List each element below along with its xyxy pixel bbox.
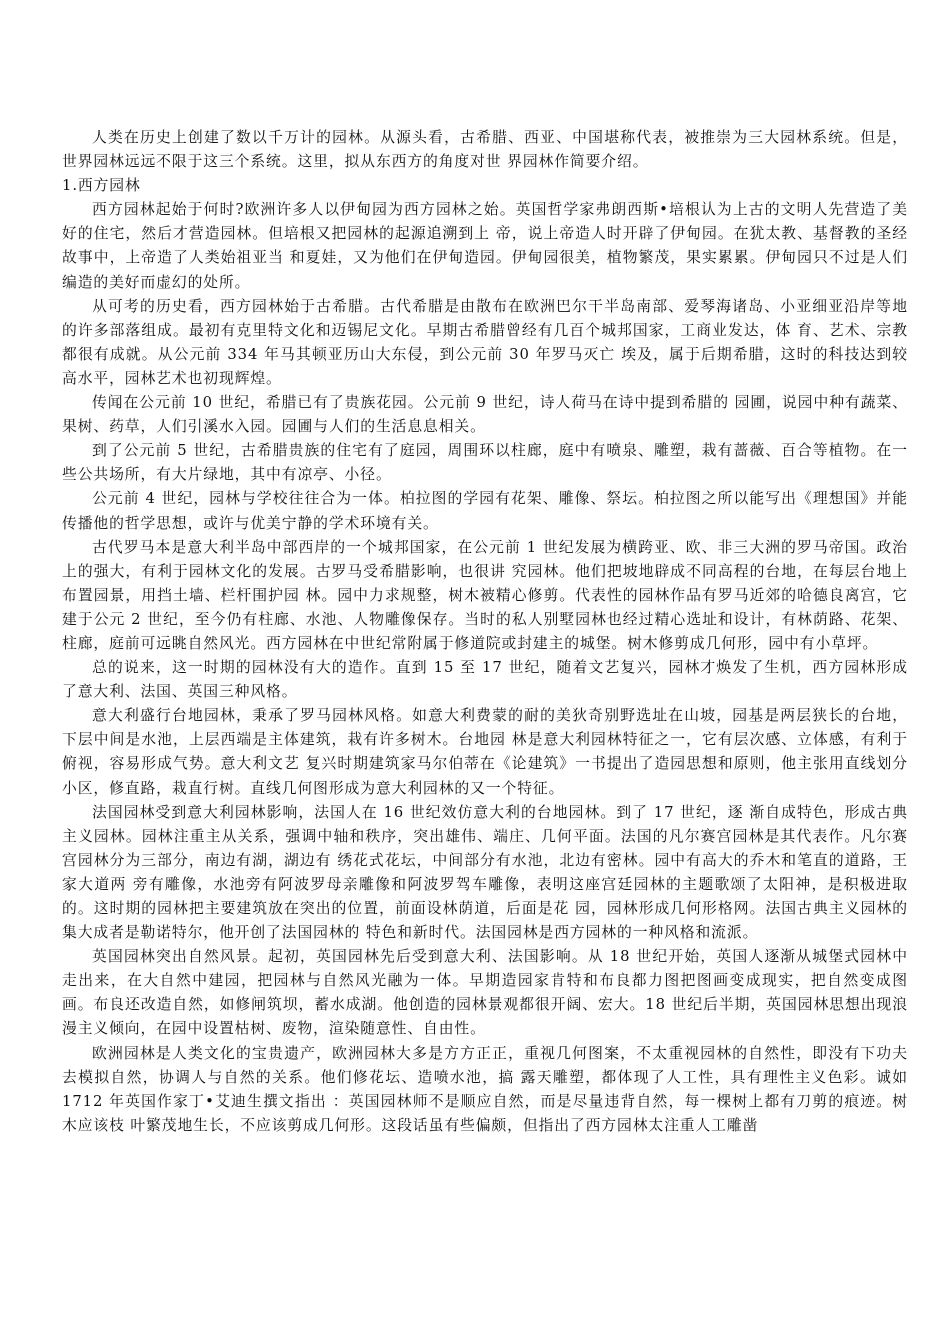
body-paragraph: 古代罗马本是意大利半岛中部西岸的一个城邦国家，在公元前 1 世纪发展为横跨亚、欧、非三大洲的罗马帝国。政治上的强大，有利于园林文化的发展。古罗马受希腊影响，也很讲 究园林。他们把坡地辟成不同高程的台地，在每层台地上布置园景，用挡土墙、栏杆围护园 林。园中力求规整，树木被精心修剪。代表性的园林作品有罗马近郊的哈德良离宫，它建于公元 2 世纪，至今仍有柱廊、水池、人物雕像保存。当时的私人别墅园林也经过精心选址和设计，有林荫路、花架、柱廊，庭前可远眺自然风光。西方园林在中世纪常附属于修道院或封建主的城堡。树木修剪成几何形，园中有小草坪。 — [62, 538, 908, 652]
body-paragraph: 传闻在公元前 10 世纪，希腊已有了贵族花园。公元前 9 世纪，诗人荷马在诗中提到希腊的 园圃，说园中种有蔬菜、果树、药草，人们引溪水入园。园圃与人们的生活息息相关。 — [62, 394, 908, 436]
body-paragraph: 从可考的历史看，西方园林始于古希腊。古代希腊是由散布在欧洲巴尔干半岛南部、爱琴海诸岛、小亚细亚沿岸等地的许多部落组成。最初有克里特文化和迈锡尼文化。早期古希腊曾经有几百个城邦国家，工商业发达，体 育、艺术、宗教都很有成就。从公元前 334 年马其顿亚历山大东侵，到公元前 30 年罗马灭亡 埃及，属于后期希腊，这时的科技达到较高水平，园林艺术也初现辉煌。 — [62, 297, 908, 387]
intro-paragraph: 人类在历史上创建了数以千万计的园林。从源头看，古希腊、西亚、中国堪称代表，被推崇为三大园林系统。但是，世界园林远远不限于这三个系统。这里，拟从东西方的角度对世 界园林作简要介绍。 — [62, 129, 908, 171]
body-paragraph: 到了公元前 5 世纪，古希腊贵族的住宅有了庭园，周围环以柱廊，庭中有喷泉、雕塑，栽有蔷薇、百合等植物。在一些公共场所，有大片绿地，其中有凉亭、小径。 — [62, 442, 908, 484]
body-paragraph: 公元前 4 世纪，园林与学校往往合为一体。柏拉图的学园有花架、雕像、祭坛。柏拉图之所以能写出《理想国》并能传播他的哲学思想，或许与优美宁静的学术环境有关。 — [62, 490, 908, 532]
body-paragraph: 总的说来，这一时期的园林没有大的造作。直到 15 至 17 世纪，随着文艺复兴，园林才焕发了生机，西方园林形成了意大利、法国、英国三种风格。 — [62, 659, 908, 701]
body-paragraph: 法国园林受到意大利园林影响，法国人在 16 世纪效仿意大利的台地园林。到了 17 世纪，逐 渐自成特色，形成古典主义园林。园林注重主从关系，强调中轴和秩序，突出雄伟、端庄、几何平面。法国的凡尔赛宫园林是其代表作。凡尔赛宫园林分为三部分，南边有湖，湖边有 绣花式花坛，中间部分有水池，北边有密林。园中有高大的乔木和笔直的道路，王家大道两 旁有雕像，水池旁有阿波罗母亲雕像和阿波罗驾车雕像，表明这座宫廷园林的主题歌颂了太阳神，是积极进取的。这时期的园林把主要建筑放在突出的位置，前面设林荫道，后面是花 园，园林形成几何形格网。法国古典主义园林的集大成者是勒诺特尔，他开创了法国园林的 特色和新时代。法国园林是西方园林的一种风格和流派。 — [62, 803, 908, 942]
section-heading: 1.西方园林 — [62, 177, 141, 195]
body-paragraph: 英国园林突出自然风景。起初，英国园林先后受到意大利、法国影响。从 18 世纪开始，英国人逐渐从城堡式园林中走出来，在大自然中建园，把园林与自然风光融为一体。早期造园家肯特和布良都力图把图画变成现实，把自然变成图画。布良还改造自然，如修闸筑坝，蓄水成湖。他创造的园林景观都很开阔、宏大。18 世纪后半期，英国园林思想出现浪漫主义倾向，在园中设置枯树、废物，渲染随意性、自由性。 — [62, 948, 908, 1038]
body-paragraph: 意大利盛行台地园林，秉承了罗马园林风格。如意大利费蒙的耐的美狄奇别野选址在山坡，园基是两层狭长的台地，下层中间是水池，上层西端是主体建筑，栽有许多树木。台地园 林是意大利园林特征之一，它有层次感、立体感，有利于俯视，容易形成气势。意大利文艺 复兴时期建筑家马尔伯蒂在《论建筑》一书提出了造园思想和原则，他主张用直线划分小区，修直路，栽直行树。直线几何图形成为意大利园林的又一个特征。 — [62, 707, 908, 797]
body-paragraph: 欧洲园林是人类文化的宝贵遗产，欧洲园林大多是方方正正，重视几何图案，不太重视园林的自然性，即没有下功夫去模拟自然，协调人与自然的关系。他们修花坛、造喷水池，搞 露天雕塑，都体现了人工性，具有理性主义色彩。诚如 1712 年英国作家丁•艾迪生撰文指出 ：英国园林师不是顺应自然，而是尽量违背自然，每一棵树上都有刀剪的痕迹。树木应该枝 叶繁茂地生长，不应该剪成几何形。这段话虽有些偏颇，但指出了西方园林太注重人工雕凿 — [62, 1044, 908, 1134]
body-paragraph: 西方园林起始于何时?欧洲许多人以伊甸园为西方园林之始。英国哲学家弗朗西斯•培根认为上古的文明人先营造了美好的住宅，然后才营造园林。但培根又把园林的起源追溯到上 帝，说上帝造人时开辟了伊甸园。在犹太教、基督教的圣经故事中，上帝造了人类始祖亚当 和夏娃，又为他们在伊甸造园。伊甸园很美，植物繁茂，果实累累。伊甸园只不过是人们编造的美好而虚幻的处所。 — [62, 201, 908, 291]
